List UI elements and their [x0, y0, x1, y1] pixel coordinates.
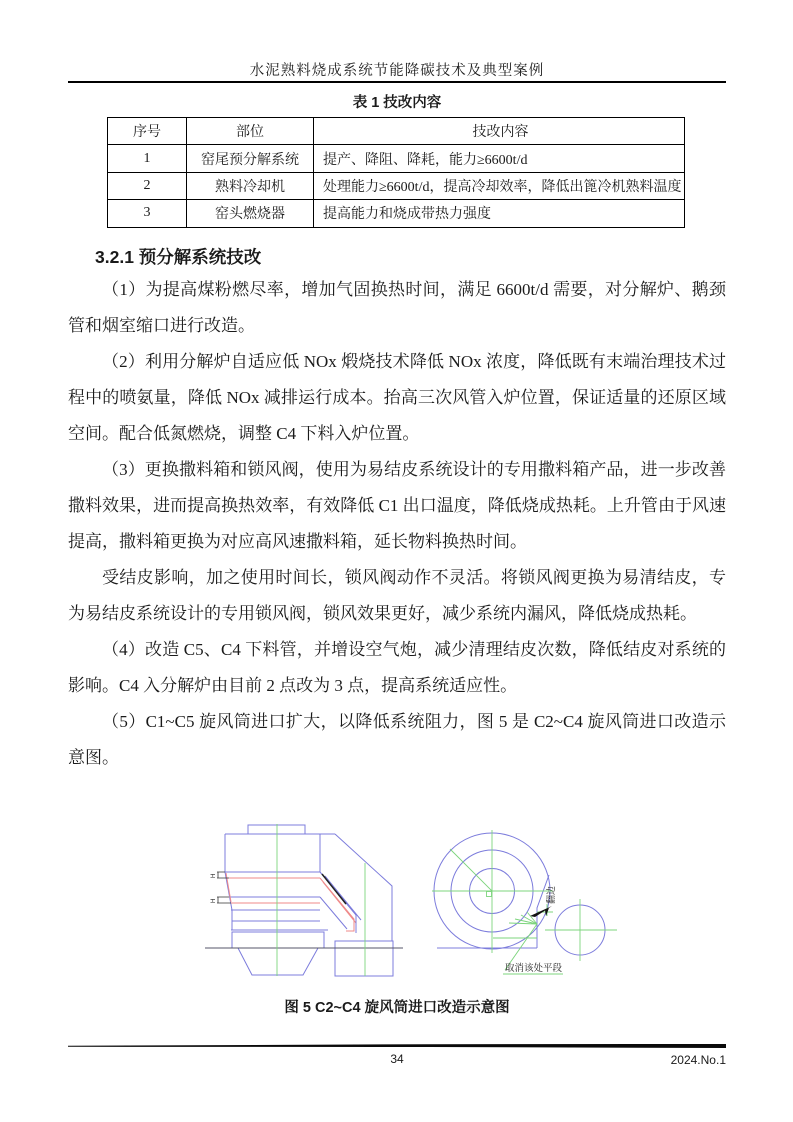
body-paragraph: （4）改造 C5、C4 下料管，并增设空气炮，减少清理结皮次数，降低结皮对系统的影响。C4 入分解炉由目前 2 点改为 3 点，提高系统适应性。: [68, 640, 726, 695]
table-header-row: [108, 118, 685, 145]
table-row: [108, 200, 685, 227]
cyclone-diagram-svg: [185, 820, 645, 992]
table-cell-no: 2: [108, 172, 187, 199]
table-caption: 表 1 技改内容: [352, 95, 442, 111]
footer-rule: [68, 1044, 726, 1048]
page-number: 34: [390, 1052, 404, 1066]
table-header-content: 技改内容: [314, 118, 685, 145]
table-cell-content: 提高能力和烧成带热力强度: [314, 200, 685, 227]
section-heading: 3.2.1 预分解系统技改: [95, 247, 262, 267]
modified-plate-line: [322, 874, 346, 904]
table-cell-part: 熟料冷却机: [187, 172, 314, 199]
cyclone-side-view: [205, 824, 403, 976]
modification-table: [107, 117, 685, 228]
added-plate-wedge: [530, 906, 552, 917]
figure-cyclone-inlet-diagram: [185, 820, 645, 992]
table-cell-part: 窑头燃烧器: [187, 200, 314, 227]
table-cell-no: 1: [108, 145, 187, 172]
figure-caption: 图 5 C2~C4 旋风筒进口改造示意图: [284, 1000, 510, 1016]
table-header-part: 部位: [187, 118, 314, 145]
journal-header-title: 水泥熟料烧成系统节能降碳技术及典型案例: [249, 63, 545, 79]
body-paragraph: （5）C1~C5 旋风筒进口扩大，以降低系统阻力，图 5 是 C2~C4 旋风筒进口改造示意图。: [68, 712, 726, 767]
dimension-label-h2: H: [211, 898, 217, 903]
table-cell-no: 3: [108, 200, 187, 227]
table-cell-content: 处理能力≥6600t/d，提高冷却效率，降低出篦冷机熟料温度: [314, 172, 685, 199]
table-cell-content: 提产、降阻、降耗，能力≥6600t/d: [314, 145, 685, 172]
remove-flat-note-label: 取消该处平段: [505, 963, 563, 974]
cyclone-plan-view: [432, 830, 617, 974]
body-paragraph: （3）更换撒料箱和锁风阀，使用为易结皮系统设计的专用撒料箱产品，进一步改善撒料效果，进而提高换热效率，有效降低 C1 出口温度，降低烧成热耗。上升管由于风速提高，撒料箱更换为对应高风速撒料箱，延长物料换热时间。: [68, 460, 726, 551]
table-cell-part: 窑尾预分解系统: [187, 145, 314, 172]
body-paragraph: （1）为提高煤粉燃尽率，增加气固换热时间，满足 6600t/d 需要，对分解炉、鹅颈管和烟室缩口进行改造。: [68, 280, 726, 335]
issue-label: 2024.No.1: [670, 1053, 726, 1067]
table-header-no: 序号: [108, 118, 187, 145]
flange-note-label: 翻边: [546, 885, 556, 904]
body-paragraph: （2）利用分解炉自适应低 NOx 煅烧技术降低 NOx 浓度，降低既有末端治理技术过程中的喷氨量，降低 NOx 减排运行成本。抬高三次风管入炉位置，保证适量的还原区域空间。配合低氮燃烧，调整 C4 下料入炉位置。: [68, 352, 726, 443]
table-row: [108, 172, 685, 199]
table-row: [108, 145, 685, 172]
body-text-block: [68, 272, 726, 776]
dimension-label-h1: H: [211, 873, 217, 878]
page-footer: [68, 1052, 726, 1070]
header-rule: [68, 81, 726, 83]
body-paragraph: 受结皮影响，加之使用时间长，锁风阀动作不灵活。将锁风阀更换为易清结皮，专为易结皮系统设计的专用锁风阀，锁风效果更好，减少系统内漏风，降低烧成热耗。: [68, 568, 726, 623]
